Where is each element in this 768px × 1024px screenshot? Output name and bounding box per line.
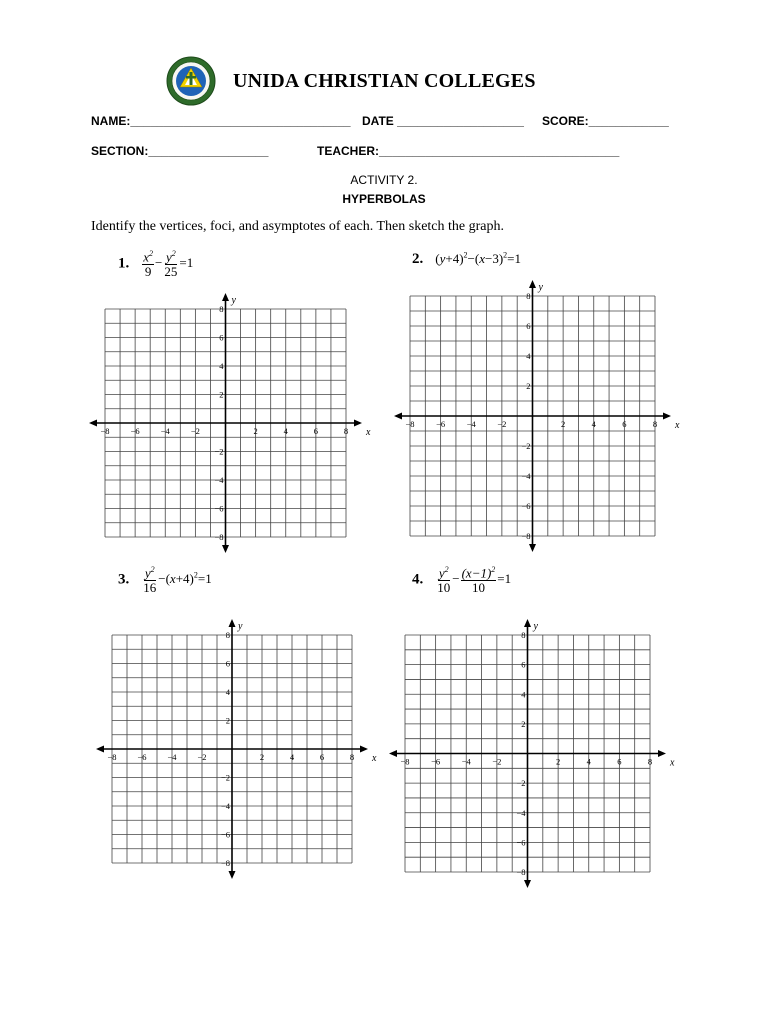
y-tick-label: −6 (521, 501, 531, 511)
y-axis-arrow-up (524, 619, 531, 627)
x-tick-label: 2 (259, 752, 265, 762)
y-tick-label: −8 (521, 531, 531, 541)
y-tick-label: −2 (220, 772, 230, 783)
x-tick-label: −8 (405, 419, 415, 429)
x-tick-label: 4 (586, 756, 591, 767)
x-axis-arrow-left (89, 420, 97, 427)
x-tick-label: −4 (461, 756, 471, 767)
x-tick-label: 8 (343, 426, 349, 436)
x-tick-label: −4 (466, 419, 476, 429)
instructions: Identify the vertices, foci, and asymptotes of each. Then sketch the graph. (91, 219, 504, 234)
y-tick-label: 2 (225, 715, 230, 726)
y-axis-label: y (538, 282, 543, 293)
y-axis-arrow-up (529, 280, 536, 288)
x-axis-arrow-right (658, 750, 666, 757)
y-tick-label: −4 (214, 475, 224, 485)
y-tick-label: −2 (516, 778, 526, 789)
y-tick-label: 8 (526, 291, 531, 301)
x-tick-label: 2 (253, 426, 258, 436)
y-tick-label: 6 (219, 332, 224, 343)
problem-equation: $(y+4)^2-(x-3)^2=1$ (435, 250, 522, 266)
problem-equation: $\frac{y^2}{10}$ − $\frac{(x-1)^2}{10}$ =1 (437, 565, 512, 595)
x-axis-arrow-right (360, 746, 368, 753)
y-tick-label: −8 (516, 867, 526, 877)
x-tick-label: −8 (400, 756, 410, 767)
y-axis-label: y (533, 621, 538, 632)
y-tick-label: 4 (521, 689, 526, 700)
graph-1[interactable] (85, 289, 371, 557)
x-axis-label: x (675, 420, 680, 431)
x-tick-label: −6 (137, 752, 147, 762)
problem-number: 3. (118, 571, 130, 588)
y-tick-label: 2 (521, 718, 526, 729)
x-axis-arrow-left (389, 750, 397, 757)
x-tick-label: 2 (556, 756, 561, 767)
x-tick-label: −6 (436, 419, 446, 429)
x-axis-arrow-left (96, 746, 104, 753)
y-tick-label: 6 (225, 658, 230, 669)
x-tick-label: 4 (289, 752, 295, 762)
x-tick-label: −8 (107, 752, 117, 762)
problem-2 (412, 250, 521, 268)
x-tick-label: −2 (497, 419, 507, 429)
problem-3 (118, 566, 212, 595)
problem-4 (412, 566, 511, 595)
x-tick-label: 6 (617, 756, 622, 767)
x-tick-label: 6 (313, 426, 318, 436)
school-logo (166, 56, 216, 106)
y-tick-label: 6 (526, 321, 531, 331)
x-tick-label: −6 (130, 426, 140, 436)
graph-2[interactable] (390, 276, 680, 556)
problem-equation: $\frac{x^2}{9}$ − $\frac{y^2}{25}$ =1 (143, 249, 194, 279)
y-axis-arrow-down (229, 871, 236, 879)
x-axis-label: x (372, 753, 377, 764)
x-tick-label: 8 (349, 752, 355, 762)
y-axis-arrow-up (229, 619, 236, 627)
problem-number: 2. (412, 251, 424, 267)
x-tick-label: −2 (190, 426, 200, 436)
problem-number: 1. (118, 255, 130, 272)
y-tick-label: −2 (521, 441, 531, 451)
y-tick-label: −6 (214, 503, 224, 514)
y-tick-label: 4 (219, 361, 224, 371)
y-axis-arrow-down (529, 544, 536, 552)
x-tick-label: −2 (197, 752, 207, 762)
activity-subtitle: HYPERBOLAS (342, 192, 426, 206)
y-tick-label: −4 (220, 801, 230, 811)
y-tick-label: 8 (225, 630, 230, 640)
y-tick-label: 2 (526, 381, 531, 391)
problem-equation: $\frac{y^2}{16}$ $-(x+4)^2=1$ (143, 565, 212, 595)
section-field[interactable]: SECTION:__________________ (91, 144, 269, 158)
x-tick-label: −6 (431, 756, 441, 767)
x-tick-label: 4 (591, 419, 596, 429)
problem-number: 4. (412, 571, 424, 588)
y-axis-label: y (238, 621, 243, 632)
y-tick-label: −8 (214, 532, 224, 542)
x-tick-label: 4 (283, 426, 288, 436)
x-axis-arrow-right (354, 420, 362, 427)
school-name: UNIDA CHRISTIAN COLLEGES (233, 70, 536, 92)
y-tick-label: 8 (521, 630, 526, 640)
x-tick-label: −4 (167, 752, 177, 762)
y-tick-label: 4 (526, 351, 531, 361)
activity-title: ACTIVITY 2. (350, 173, 418, 187)
x-axis-arrow-left (394, 413, 402, 420)
y-axis-arrow-up (222, 293, 229, 301)
graph-3[interactable] (92, 615, 377, 883)
score-field[interactable]: SCORE:____________ (542, 114, 669, 128)
y-axis-label: y (231, 295, 236, 306)
y-tick-label: −6 (516, 837, 526, 848)
y-tick-label: −4 (516, 807, 526, 818)
x-tick-label: −4 (160, 426, 170, 436)
name-field[interactable]: NAME:_________________________________ (91, 114, 351, 128)
x-tick-label: 6 (319, 752, 325, 762)
graph-4[interactable] (385, 615, 675, 892)
x-tick-label: −2 (492, 756, 502, 767)
x-tick-label: 8 (652, 419, 658, 429)
y-tick-label: −8 (220, 858, 230, 868)
y-tick-label: −6 (220, 829, 230, 840)
y-tick-label: 6 (521, 659, 526, 670)
y-tick-label: −4 (521, 471, 531, 481)
problem-1 (118, 250, 193, 279)
x-axis-arrow-right (663, 413, 671, 420)
y-tick-label: −2 (214, 446, 224, 457)
y-tick-label: 4 (225, 687, 230, 697)
x-tick-label: −8 (100, 426, 110, 436)
teacher-field[interactable]: TEACHER:____________________________________ (317, 144, 620, 158)
y-axis-arrow-down (524, 880, 531, 888)
y-tick-label: 8 (219, 304, 224, 314)
x-tick-label: 8 (647, 756, 653, 767)
x-axis-label: x (366, 427, 371, 438)
x-tick-label: 6 (622, 419, 627, 429)
date-field[interactable]: DATE ___________________ (362, 114, 524, 128)
x-axis-label: x (670, 757, 675, 769)
x-tick-label: 2 (561, 419, 566, 429)
y-axis-arrow-down (222, 545, 229, 553)
y-tick-label: 2 (219, 389, 224, 400)
